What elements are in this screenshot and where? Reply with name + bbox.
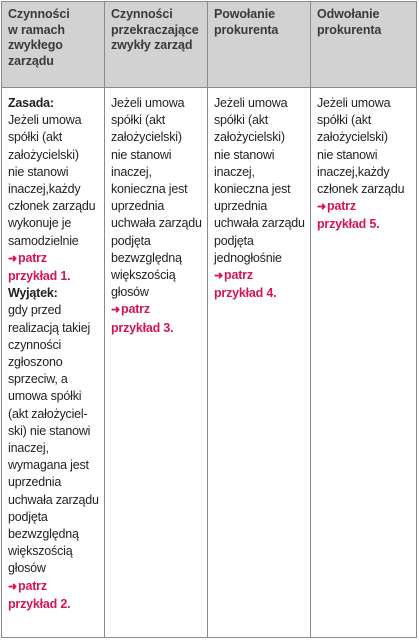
- text-line: Jeżeli umowa: [214, 96, 288, 110]
- text-line: członek zarządu: [8, 199, 96, 214]
- text-line: spółki (akt: [214, 113, 269, 128]
- text-line: ski) nie stanowi: [8, 423, 91, 438]
- text-line: (akt założyciel-: [8, 406, 88, 421]
- example-number-4: przykład 4.: [214, 286, 277, 301]
- text-line: uchwała zarządu: [214, 216, 305, 231]
- header-line: Powołanie: [214, 7, 275, 21]
- text-line: podjęta: [8, 509, 48, 524]
- text-line: nie stanowi: [317, 147, 378, 162]
- example-number-5: przykład 5.: [317, 217, 380, 232]
- text-line: podjęta: [111, 233, 151, 248]
- example-link-5[interactable]: [317, 198, 412, 216]
- text-line: realizacją takiej: [8, 320, 91, 335]
- text-line: członek zarządu: [317, 182, 405, 197]
- text-line: spółki (akt: [8, 130, 63, 145]
- text-line: uprzednia: [111, 199, 165, 214]
- example-number-2: przykład 2.: [8, 596, 71, 611]
- arrow-right-icon: ➜: [214, 270, 224, 283]
- text-line: inaczej,: [8, 441, 49, 456]
- arrow-right-icon: ➜: [111, 304, 121, 317]
- text-line: uchwała zarządu: [111, 216, 202, 231]
- header-line: przekraczające: [111, 22, 199, 37]
- text-line: bezwzględną: [111, 250, 182, 265]
- exception-label: Wyjątek:: [8, 286, 58, 301]
- text-line: gdy przed: [8, 303, 62, 318]
- text-line: większością: [111, 268, 176, 283]
- text-line: Jeżeli umowa: [111, 96, 185, 110]
- arrow-right-icon: ➜: [8, 580, 18, 593]
- text-line: inaczej,: [214, 164, 255, 179]
- text-line: uprzednia: [8, 475, 62, 490]
- text-line: założycielski): [214, 130, 285, 145]
- example-link-4[interactable]: [214, 267, 305, 285]
- text-line: wymagana jest: [8, 458, 89, 473]
- text-line: założycielski): [8, 147, 79, 162]
- text-line: uprzednia: [214, 199, 268, 214]
- header-line: prokurenta: [214, 22, 279, 37]
- cell-appoint-proxy: [208, 88, 311, 302]
- text-line: założycielski): [317, 130, 388, 145]
- header-line: Czynności: [8, 7, 70, 21]
- ref-label: patrz: [327, 199, 356, 214]
- cell-ordinary-management: [2, 88, 105, 613]
- text-line: wykonuje je: [8, 216, 72, 231]
- header-line: Odwołanie: [317, 7, 380, 21]
- example-number-3: przykład 3.: [111, 320, 174, 335]
- text-line: nie stanowi: [8, 164, 69, 179]
- header-appoint-proxy: [208, 2, 311, 88]
- text-line: konieczna jest: [214, 182, 291, 197]
- header-ordinary-management: [2, 2, 105, 88]
- header-line: zwykły zarząd: [111, 38, 193, 52]
- header-line: zarządu: [8, 53, 54, 68]
- text-line: bezwzględną: [8, 527, 79, 542]
- header-line: prokurenta: [317, 22, 382, 37]
- text-line: podjęta: [214, 233, 254, 248]
- example-link-1[interactable]: [8, 250, 99, 268]
- ref-label: patrz: [121, 302, 150, 317]
- ref-label: patrz: [18, 578, 47, 593]
- text-line: nie stanowi: [214, 147, 275, 162]
- arrow-right-icon: ➜: [317, 201, 327, 214]
- text-line: inaczej,każdy: [8, 182, 81, 197]
- ref-label: patrz: [18, 250, 47, 265]
- cell-beyond-ordinary-management: [105, 88, 208, 337]
- text-line: inaczej,każdy: [317, 164, 390, 179]
- text-line: spółki (akt: [111, 113, 166, 128]
- header-dismiss-proxy: [311, 2, 418, 88]
- example-number-1: przykład 1.: [8, 269, 71, 284]
- header-line: w ramach: [8, 22, 65, 37]
- rule-label: Zasada:: [8, 96, 54, 110]
- text-line: założycielski): [111, 130, 182, 145]
- example-link-2[interactable]: [8, 578, 99, 596]
- header-line: Czynności: [111, 7, 173, 21]
- text-line: samodzielnie: [8, 233, 79, 248]
- legal-table: [1, 1, 417, 638]
- text-line: jednogłośnie: [214, 250, 282, 265]
- text-line: zgłoszono: [8, 355, 63, 370]
- text-line: Jeżeli umowa: [317, 96, 391, 110]
- text-line: konieczna jest: [111, 182, 188, 197]
- text-line: spółki (akt: [317, 113, 372, 128]
- text-line: głosów: [111, 285, 149, 300]
- header-beyond-ordinary-management: [105, 2, 208, 88]
- text-line: głosów: [8, 561, 46, 576]
- text-line: większością: [8, 544, 73, 559]
- example-link-3[interactable]: [111, 301, 202, 319]
- header-line: zwykłego: [8, 38, 63, 52]
- text-line: nie stanowi: [111, 147, 172, 162]
- ref-label: patrz: [224, 268, 253, 283]
- text-line: czynności: [8, 337, 62, 352]
- text-line: inaczej,: [111, 164, 152, 179]
- text-line: uchwała zarządu: [8, 492, 99, 507]
- text-line: umowa spółki: [8, 389, 82, 404]
- cell-dismiss-proxy: [311, 88, 418, 234]
- arrow-right-icon: ➜: [8, 252, 18, 265]
- text-line: Jeżeli umowa: [8, 113, 82, 128]
- text-line: sprzeciw, a: [8, 372, 68, 387]
